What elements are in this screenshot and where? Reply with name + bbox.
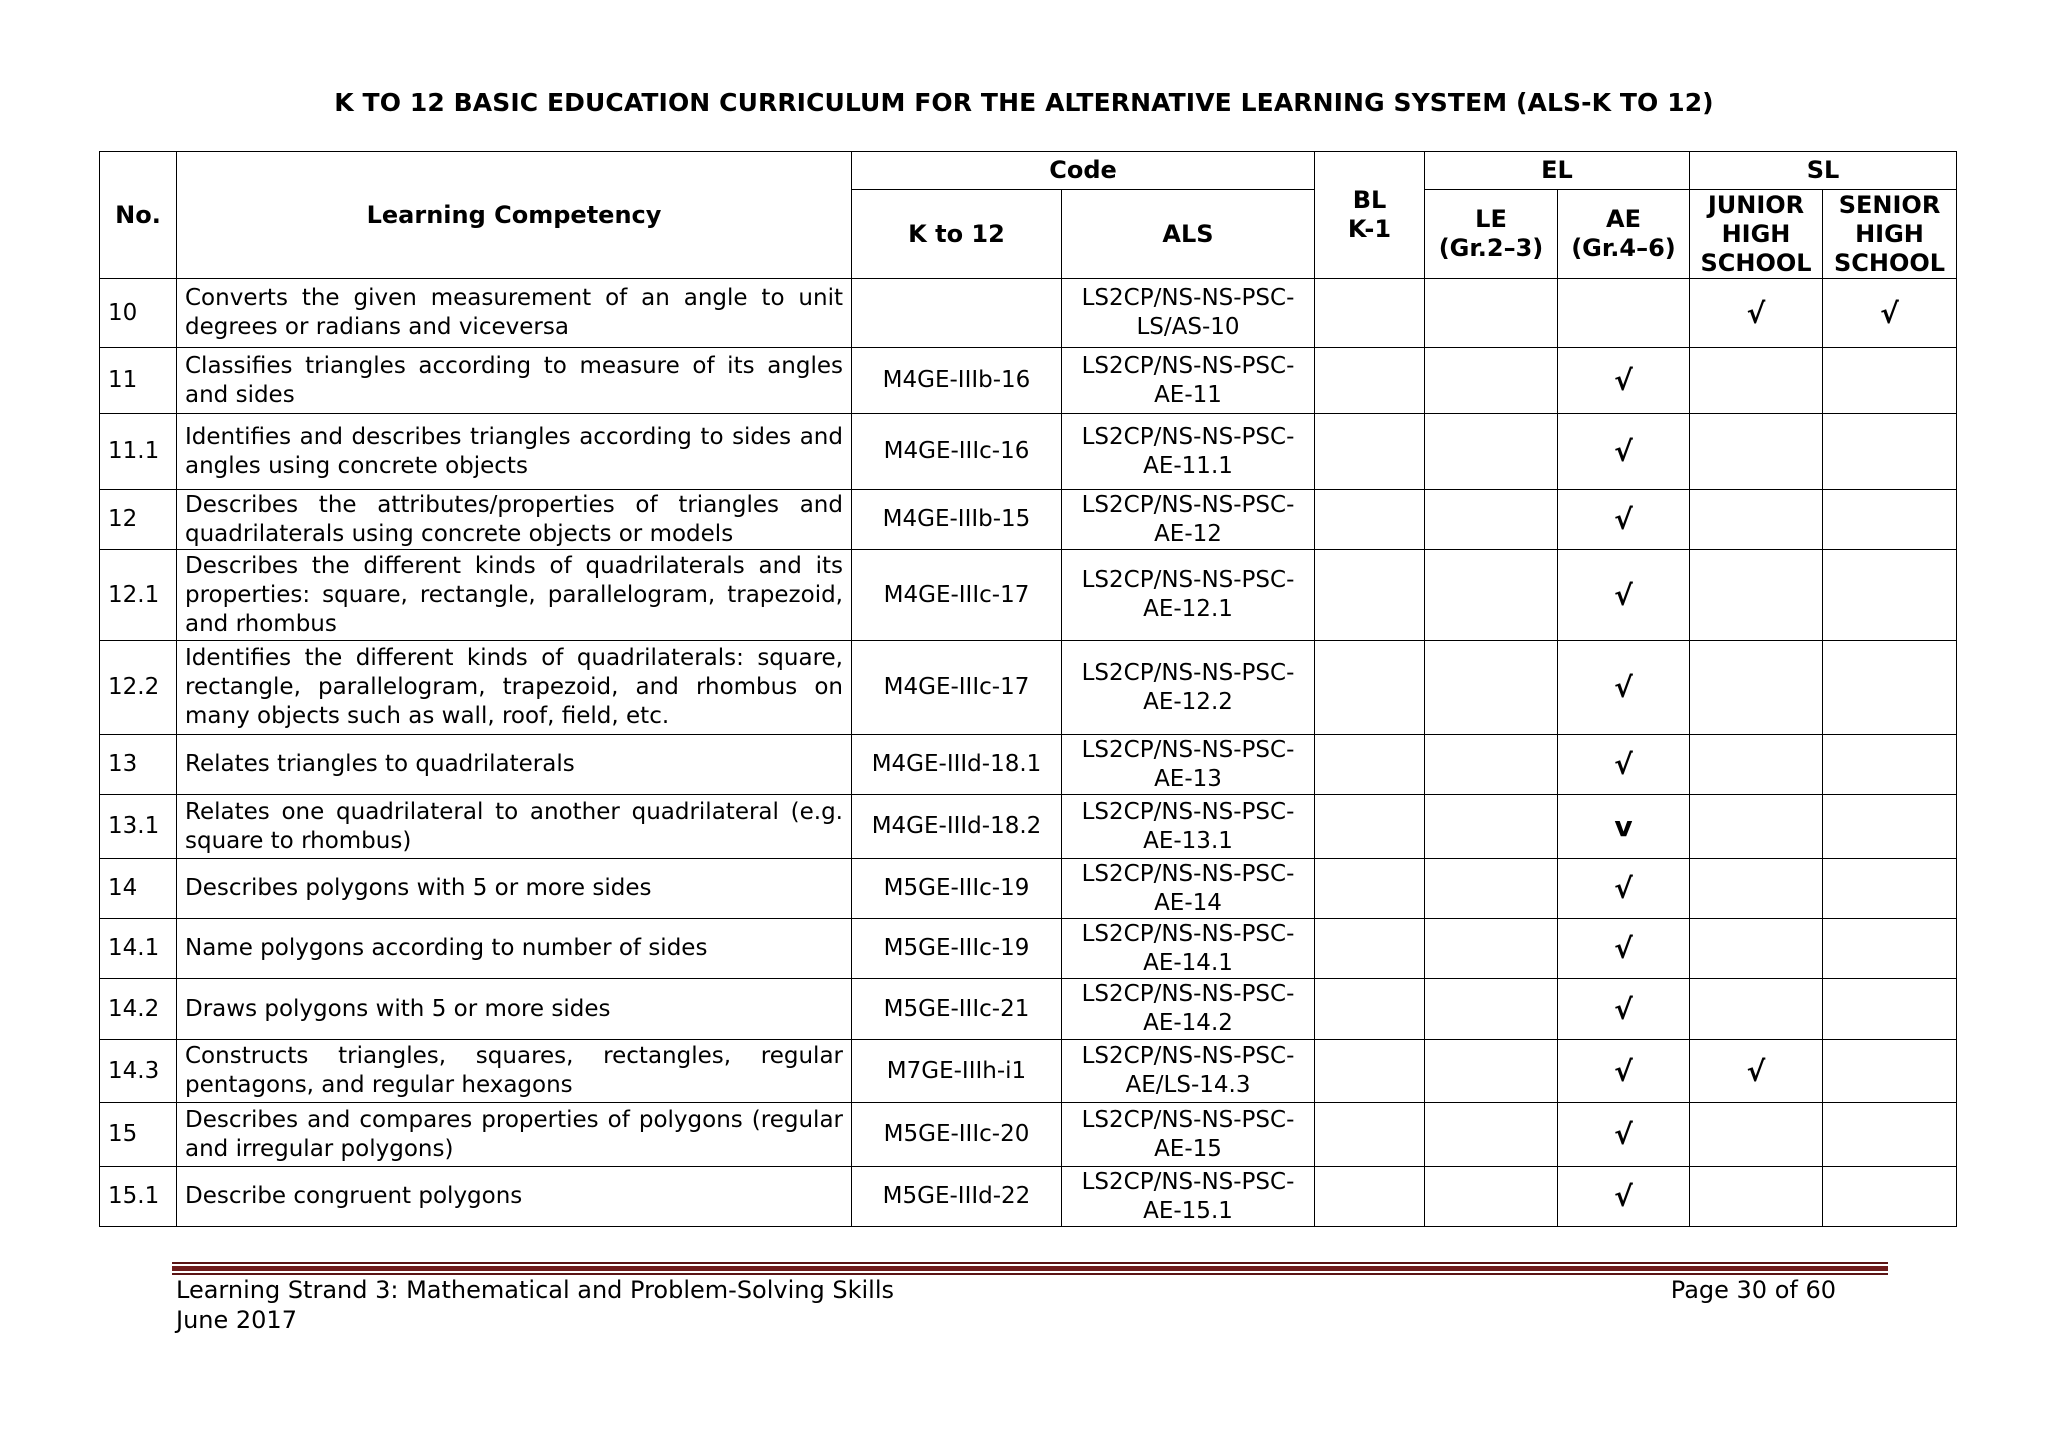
table-row [100,735,1957,795]
le-check-cell [1425,279,1558,348]
jhs-check-cell [1690,1103,1823,1167]
learning-competency-cell: Describes the different kinds of quadrilaterals and its properties: square, rectangle, parallelogram, trapezoid, and rhombus [177,550,852,641]
table-row [100,979,1957,1040]
als-code-line2: AE-14.1 [1143,949,1233,976]
als-code-line2: AE-12.2 [1143,688,1233,715]
header-als: ALS [1062,190,1315,279]
learning-competency-cell: Converts the given measurement of an angle to unit degrees or radians and viceversa [177,279,852,348]
header-code: Code [852,152,1315,190]
header-no: No. [100,152,177,279]
bl-check-cell [1315,859,1425,919]
als-code-line2: AE-13.1 [1143,827,1233,854]
table-body [100,279,1957,1227]
jhs-check-cell [1690,414,1823,490]
jhs-check-cell [1690,348,1823,414]
learning-competency-cell: Constructs triangles, squares, rectangles, regular pentagons, and regular hexagons [177,1040,852,1103]
ae-check-cell: √ [1558,1040,1690,1103]
learning-competency-cell: Describes and compares properties of polygons (regular and irregular polygons) [177,1103,852,1167]
k12-code-cell: M5GE-IIIc-19 [852,859,1062,919]
le-check-cell [1425,490,1558,550]
als-code-line1: LS2CP/NS-NS-PSC- [1081,491,1295,518]
als-code-line2: LS/AS-10 [1136,314,1240,340]
als-code-line1: LS2CP/NS-NS-PSC- [1081,736,1295,763]
k12-code-cell [852,279,1062,348]
ae-check-cell: v [1558,795,1690,859]
als-code-cell [1062,348,1315,414]
page-title: K TO 12 BASIC EDUCATION CURRICULUM FOR THE ALTERNATIVE LEARNING SYSTEM (ALS-K TO 12) [334,88,1714,117]
learning-competency-cell: Relates one quadrilateral to another quadrilateral (e.g. square to rhombus) [177,795,852,859]
als-code-line1: LS2CP/NS-NS-PSC- [1081,1106,1295,1133]
row-number: 12 [100,490,177,550]
row-number: 12.2 [100,641,177,735]
table-row [100,1040,1957,1103]
jhs-check-cell [1690,641,1823,735]
row-number: 10 [100,279,177,348]
shs-check-cell [1823,348,1957,414]
shs-check-cell [1823,1040,1957,1103]
bl-check-cell [1315,1167,1425,1227]
als-code-cell [1062,1167,1315,1227]
header-bl-line1: BL [1352,186,1387,214]
als-code-line1: LS2CP/NS-NS-PSC- [1081,352,1295,379]
als-code-line1: LS2CP/NS-NS-PSC- [1081,920,1295,947]
learning-competency-cell: Draws polygons with 5 or more sides [177,979,852,1040]
als-code-line1: LS2CP/NS-NS-PSC- [1081,798,1295,825]
k12-code-cell: M4GE-IIId-18.1 [852,735,1062,795]
row-number: 14 [100,859,177,919]
le-check-cell [1425,735,1558,795]
shs-check-cell [1823,859,1957,919]
ae-check-cell: √ [1558,1167,1690,1227]
le-check-cell [1425,1167,1558,1227]
header-junior-high-school [1690,190,1823,279]
le-check-cell [1425,979,1558,1040]
k12-code-cell: M5GE-IIId-22 [852,1167,1062,1227]
row-number: 12.1 [100,550,177,641]
footer-date: June 2017 [176,1306,297,1334]
learning-competency-cell: Describes polygons with 5 or more sides [177,859,852,919]
le-check-cell [1425,919,1558,979]
header-le [1425,190,1558,279]
k12-code-cell: M5GE-IIIc-19 [852,919,1062,979]
le-check-cell [1425,414,1558,490]
row-number: 11.1 [100,414,177,490]
als-code-line2: AE-14.2 [1143,1010,1233,1036]
als-code-line1: LS2CP/NS-NS-PSC- [1081,659,1295,686]
header-sl: SL [1690,152,1957,190]
header-jhs-line2: HIGH [1721,219,1791,248]
header-jhs-line1: JUNIOR [1707,190,1805,219]
header-le-line1: LE [1475,205,1507,233]
als-code-cell [1062,859,1315,919]
k12-code-cell: M4GE-IIIc-17 [852,550,1062,641]
als-code-cell [1062,979,1315,1040]
bl-check-cell [1315,348,1425,414]
als-code-cell [1062,1103,1315,1167]
bl-check-cell [1315,735,1425,795]
footer-rule-top [172,1262,1888,1264]
shs-check-cell [1823,414,1957,490]
als-code-cell [1062,279,1315,348]
shs-check-cell [1823,1103,1957,1167]
learning-competency-cell: Classifies triangles according to measure of its angles and sides [177,348,852,414]
als-code-cell [1062,795,1315,859]
le-check-cell [1425,859,1558,919]
k12-code-cell: M7GE-IIIh-i1 [852,1040,1062,1103]
le-check-cell [1425,1040,1558,1103]
als-code-cell [1062,641,1315,735]
als-code-line1: LS2CP/NS-NS-PSC- [1081,1168,1295,1195]
learning-competency-cell: Identifies the different kinds of quadrilaterals: square, rectangle, parallelogram, trapezoid, and rhombus on many objects such as wall, roof, field, etc. [177,641,852,735]
als-code-line2: AE-12.1 [1143,596,1233,622]
learning-competency-cell: Name polygons according to number of sides [177,919,852,979]
row-number: 15 [100,1103,177,1167]
als-code-line2: AE-12 [1154,520,1222,547]
bl-check-cell [1315,414,1425,490]
als-code-cell [1062,550,1315,641]
shs-check-cell [1823,550,1957,641]
k12-code-cell: M4GE-IIIc-17 [852,641,1062,735]
curriculum-table [99,151,1957,1227]
ae-check-cell: √ [1558,348,1690,414]
jhs-check-cell [1690,979,1823,1040]
row-number: 11 [100,348,177,414]
ae-check-cell: √ [1558,550,1690,641]
shs-check-cell [1823,641,1957,735]
le-check-cell [1425,550,1558,641]
jhs-check-cell [1690,735,1823,795]
header-shs-line1: SENIOR [1838,190,1941,219]
als-code-cell [1062,490,1315,550]
als-code-line2: AE/LS-14.3 [1125,1072,1251,1098]
jhs-check-cell: √ [1690,1040,1823,1103]
header-k-to-12: K to 12 [852,190,1062,279]
row-number: 14.2 [100,979,177,1040]
bl-check-cell [1315,1040,1425,1103]
als-code-line1: LS2CP/NS-NS-PSC- [1081,1043,1295,1069]
ae-check-cell: √ [1558,414,1690,490]
header-learning-competency: Learning Competency [177,152,852,279]
header-senior-high-school [1823,190,1957,279]
ae-check-cell: √ [1558,1103,1690,1167]
jhs-check-cell: √ [1690,279,1823,348]
als-code-line1: LS2CP/NS-NS-PSC- [1081,285,1295,311]
header-ae-line2: (Gr.4–6) [1571,234,1676,262]
jhs-check-cell [1690,919,1823,979]
table-row [100,490,1957,550]
table-row [100,795,1957,859]
ae-check-cell [1558,279,1690,348]
row-number: 15.1 [100,1167,177,1227]
bl-check-cell [1315,795,1425,859]
le-check-cell [1425,641,1558,735]
learning-competency-cell: Describe congruent polygons [177,1167,852,1227]
als-code-line2: AE-13 [1154,765,1222,792]
ae-check-cell: √ [1558,859,1690,919]
table-row [100,414,1957,490]
als-code-line1: LS2CP/NS-NS-PSC- [1081,860,1295,887]
header-bl [1315,152,1425,279]
jhs-check-cell [1690,859,1823,919]
als-code-line2: AE-15.1 [1143,1197,1233,1224]
jhs-check-cell [1690,1167,1823,1227]
shs-check-cell [1823,735,1957,795]
ae-check-cell: √ [1558,979,1690,1040]
jhs-check-cell [1690,550,1823,641]
header-bl-line2: K-1 [1347,215,1392,243]
ae-check-cell: √ [1558,735,1690,795]
k12-code-cell: M4GE-IIId-18.2 [852,795,1062,859]
le-check-cell [1425,1103,1558,1167]
table-row [100,919,1957,979]
als-code-line2: AE-14 [1154,889,1222,916]
footer-page-number: Page 30 of 60 [1670,1276,1836,1304]
jhs-check-cell [1690,490,1823,550]
k12-code-cell: M5GE-IIIc-21 [852,979,1062,1040]
header-shs-line2: HIGH [1855,219,1924,248]
als-code-line1: LS2CP/NS-NS-PSC- [1081,567,1295,593]
als-code-line1: LS2CP/NS-NS-PSC- [1081,981,1295,1007]
header-ae-line1: AE [1606,205,1641,233]
shs-check-cell [1823,919,1957,979]
header-el: EL [1425,152,1690,190]
als-code-cell [1062,414,1315,490]
k12-code-cell: M5GE-IIIc-20 [852,1103,1062,1167]
row-number: 14.3 [100,1040,177,1103]
k12-code-cell: M4GE-IIIc-16 [852,414,1062,490]
shs-check-cell [1823,795,1957,859]
als-code-line2: AE-15 [1154,1135,1222,1162]
bl-check-cell [1315,1103,1425,1167]
row-number: 13 [100,735,177,795]
footer-strand: Learning Strand 3: Mathematical and Problem-Solving Skills [176,1276,894,1304]
shs-check-cell: √ [1823,279,1957,348]
table-row [100,1167,1957,1227]
ae-check-cell: √ [1558,490,1690,550]
als-code-cell [1062,1040,1315,1103]
jhs-check-cell [1690,795,1823,859]
footer-rule-middle [172,1266,1888,1271]
als-code-line1: LS2CP/NS-NS-PSC- [1081,423,1295,450]
k12-code-cell: M4GE-IIIb-16 [852,348,1062,414]
header-shs-line3: SCHOOL [1833,248,1946,277]
als-code-cell [1062,919,1315,979]
shs-check-cell [1823,979,1957,1040]
row-number: 14.1 [100,919,177,979]
table-row [100,348,1957,414]
bl-check-cell [1315,550,1425,641]
header-jhs-line3: SCHOOL [1700,248,1812,277]
als-code-line2: AE-11.1 [1143,452,1233,479]
table-row [100,1103,1957,1167]
table-row [100,859,1957,919]
learning-competency-cell: Relates triangles to quadrilaterals [177,735,852,795]
ae-check-cell: √ [1558,641,1690,735]
bl-check-cell [1315,979,1425,1040]
header-le-line2: (Gr.2–3) [1438,234,1544,262]
le-check-cell [1425,348,1558,414]
table-row [100,641,1957,735]
footer-left [176,1275,894,1335]
learning-competency-cell: Describes the attributes/properties of triangles and quadrilaterals using concrete objects or models [177,490,852,550]
bl-check-cell [1315,279,1425,348]
shs-check-cell [1823,1167,1957,1227]
table-header [100,152,1957,279]
header-ae [1558,190,1690,279]
bl-check-cell [1315,490,1425,550]
row-number: 13.1 [100,795,177,859]
als-code-cell [1062,735,1315,795]
k12-code-cell: M4GE-IIIb-15 [852,490,1062,550]
bl-check-cell [1315,641,1425,735]
als-code-line2: AE-11 [1154,381,1222,408]
ae-check-cell: √ [1558,919,1690,979]
table-row [100,550,1957,641]
shs-check-cell [1823,490,1957,550]
bl-check-cell [1315,919,1425,979]
learning-competency-cell: Identifies and describes triangles according to sides and angles using concrete objects [177,414,852,490]
table-row [100,279,1957,348]
le-check-cell [1425,795,1558,859]
